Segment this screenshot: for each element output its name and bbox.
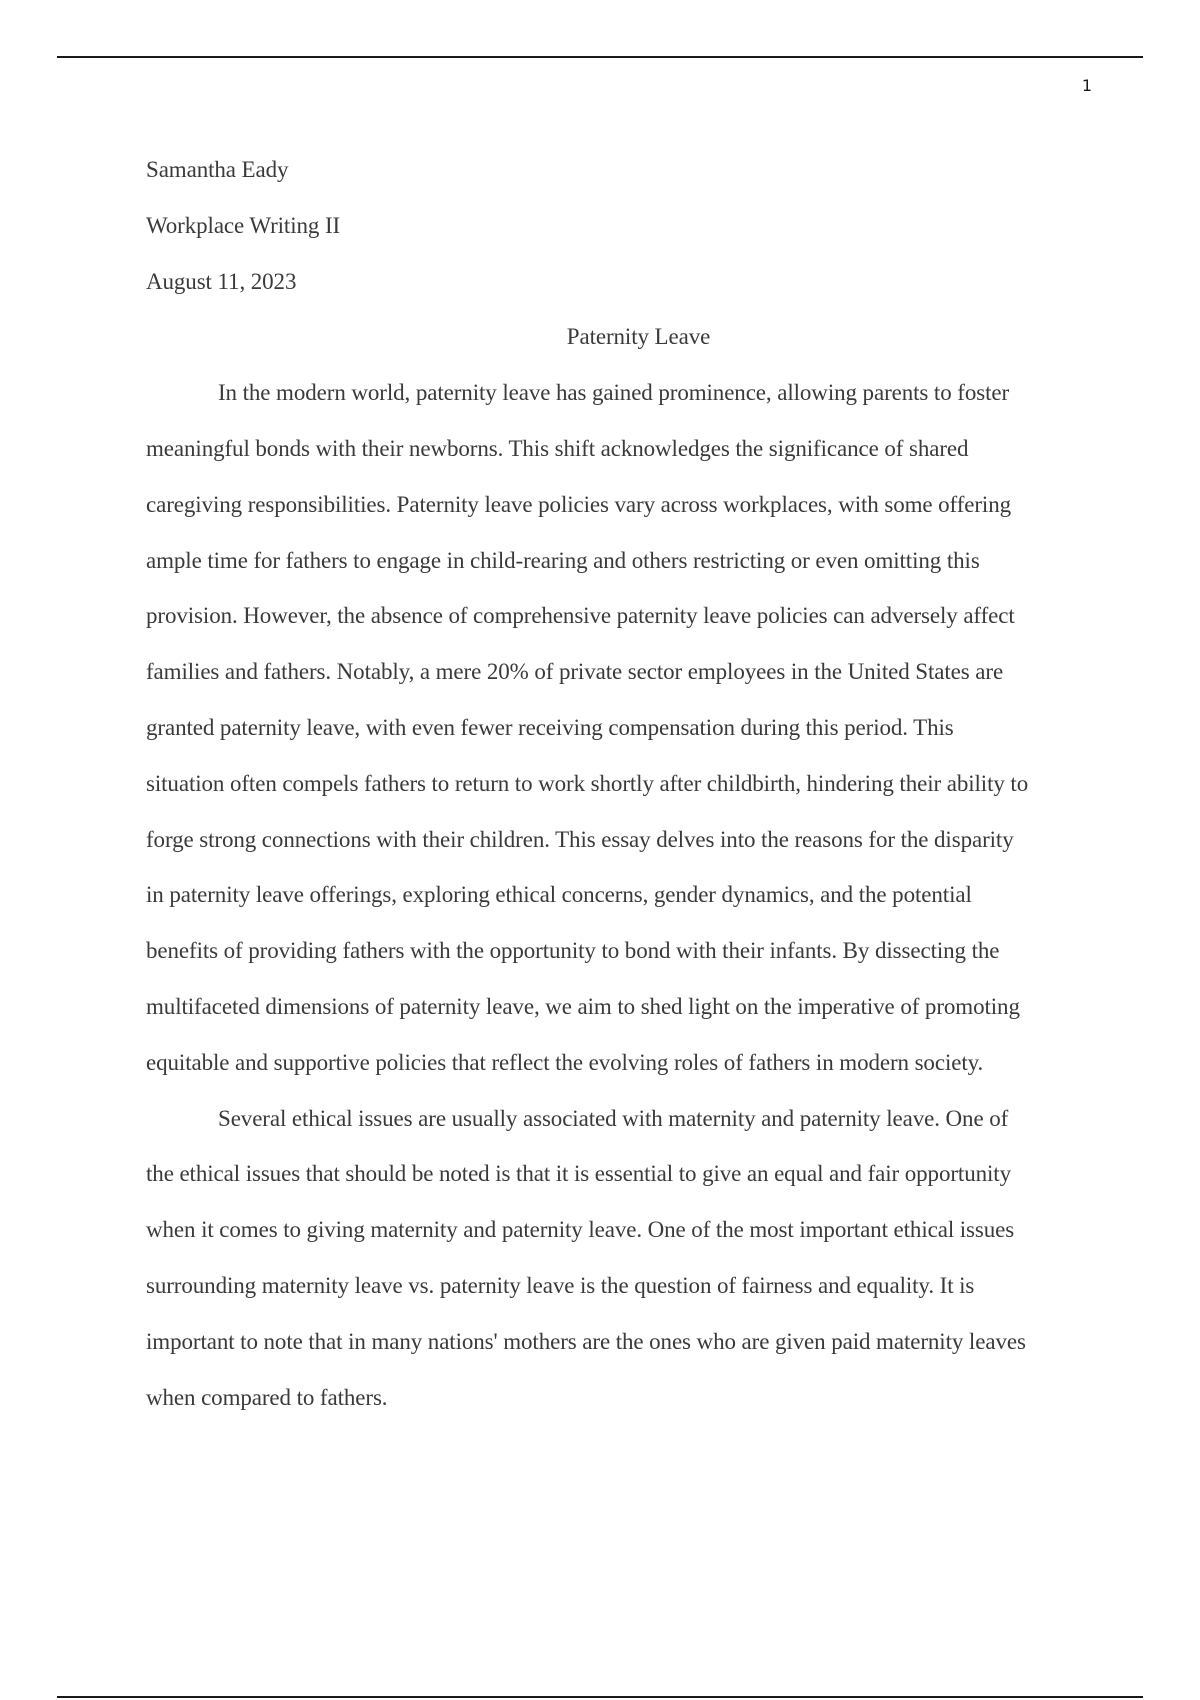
paragraph-line: important to note that in many nations' mothers are the ones who are given paid maternity leaves [146,1328,1026,1354]
paragraph-line: when compared to fathers. [146,1384,388,1410]
author-name: Samantha Eady [146,157,289,182]
top-rule [57,56,1143,58]
course-name: Workplace Writing II [146,212,341,238]
document-date: August 11, 2023 [146,268,297,294]
paragraph-line: granted paternity leave, with even fewer receiving compensation during this period. This [146,714,954,740]
paragraph-line: multifaceted dimensions of paternity leave, we aim to shed light on the imperative of promoting [146,993,1020,1019]
paragraph-line: In the modern world, paternity leave has gained prominence, allowing parents to foster [218,380,1010,406]
paragraph-line: the ethical issues that should be noted is that it is essential to give an equal and fair opportunity [146,1161,1011,1187]
document-body [146,142,1091,1425]
paragraph-2 [146,1091,1091,1426]
paragraph-line: meaningful bonds with their newborns. This shift acknowledges the significance of shared [146,435,969,461]
paragraph-line: surrounding maternity leave vs. paternity leave is the question of fairness and equality. It is [146,1272,975,1298]
paragraph-line: ample time for fathers to engage in child-rearing and others restricting or even omitting this [146,547,980,573]
paragraph-line: equitable and supportive policies that reflect the evolving roles of fathers in modern society. [146,1049,984,1075]
document-title: Paternity Leave [566,324,711,350]
paragraph-line: benefits of providing fathers with the opportunity to bond with their infants. By dissecting the [146,938,1000,964]
paragraph-line: families and fathers. Notably, a mere 20% of private sector employees in the United States are [146,659,1004,685]
paragraph-line: situation often compels fathers to return to work shortly after childbirth, hindering their ability to [146,770,1029,796]
bottom-rule [57,1696,1143,1698]
paragraph-line: Several ethical issues are usually associated with maternity and paternity leave. One of [218,1105,1009,1131]
paragraph-line: forge strong connections with their children. This essay delves into the reasons for the disparity [146,826,1014,852]
paragraph-line: in paternity leave offerings, exploring ethical concerns, gender dynamics, and the potential [146,882,972,908]
paragraph-line: caregiving responsibilities. Paternity leave policies vary across workplaces, with some offering [146,491,1012,517]
page-number: 1 [1081,76,1092,95]
paragraph-1 [146,365,1091,1090]
paragraph-line: when it comes to giving maternity and paternity leave. One of the most important ethical issues [146,1217,1015,1243]
paragraph-line: provision. However, the absence of comprehensive paternity leave policies can adversely affect [146,603,1015,629]
